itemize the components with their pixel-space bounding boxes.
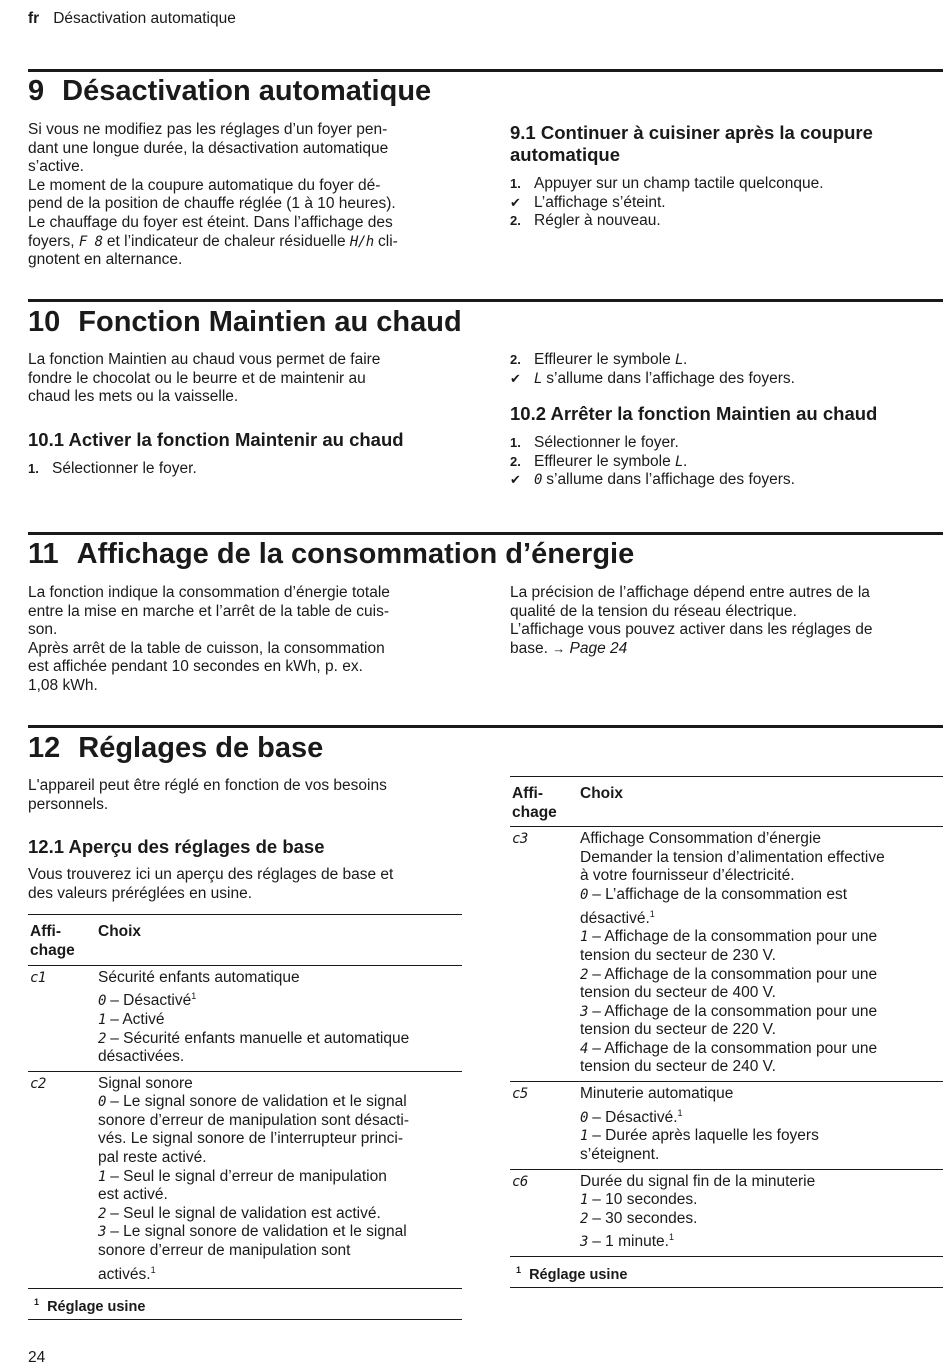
paragraph-line: foyers, F 8 et l’indicateur de chaleur résiduelle H/h cli-	[28, 232, 398, 250]
paragraph-line: qualité de la tension du réseau électrique.	[510, 602, 797, 620]
step-item: 1. Sélectionner le foyer.	[28, 459, 197, 477]
paragraph-line: Le moment de la coupure automatique du foyer dé-	[28, 176, 381, 194]
section-10-heading	[28, 305, 462, 339]
paragraph-line: La précision de l’affichage dépend entre autres de la	[510, 584, 870, 601]
page-number: 24	[28, 1349, 46, 1366]
section-9-heading	[28, 74, 431, 108]
section-10-left	[28, 351, 458, 478]
subsection-12-1-title: 12.1 Aperçu des réglages de base	[28, 836, 325, 858]
section-12-right	[510, 776, 943, 1288]
section-9-rule	[28, 69, 943, 72]
result-item: ✔ L’affichage s’éteint.	[510, 193, 666, 211]
paragraph-line: base. → Page 24	[510, 639, 628, 657]
table-row: c1 Sécurité enfants automatique 0 – Désactivé$^1$ 1 – Activé 2 – Sécurité enfants manuelle et automatique désactivées.	[28, 965, 462, 1071]
paragraph-line: L’affichage vous pouvez activer dans les réglages de	[510, 621, 873, 639]
setting-code: c5	[512, 1086, 528, 1103]
check-icon: ✔	[510, 194, 521, 210]
step-item: 2. Effleurer le symbole L.	[510, 452, 688, 470]
table-footnote: $^1$ Réglage usine	[510, 1256, 943, 1284]
subsection-9-1-title: 9.1 Continuer à cuisiner après la coupure automatique	[510, 122, 873, 165]
section-12-heading	[28, 731, 323, 765]
table-header-row: Affi- chage Choix	[28, 915, 462, 965]
column-header-choice: Choix	[96, 915, 462, 965]
result-item: ✔ L s’allume dans l’affichage des foyers.	[510, 369, 795, 387]
step-item: 1. Sélectionner le foyer.	[510, 434, 679, 452]
section-11-rule	[28, 532, 943, 535]
paragraph-line: pend de la position de chauffe réglée (1 à 10 heures).	[28, 195, 396, 213]
paragraph-line: gnotent en alternance.	[28, 251, 183, 269]
paragraph-line: L'appareil peut être réglé en fonction de vos besoins	[28, 777, 387, 794]
section-10-right	[510, 351, 930, 490]
section-title: Réglages de base	[78, 732, 324, 764]
table-row: c5 Minuterie automatique 0 – Désactivé.$^1$ 1 – Durée après laquelle les foyers s’éteignent.	[510, 1082, 943, 1170]
step-item: 2. Effleurer le symbole L.	[510, 351, 688, 368]
paragraph-line: s’active.	[28, 158, 84, 176]
table-row: c3 Affichage Consommation d’énergie Demander la tension d’alimentation effective à votre fournisseur d’électricité. 0 – L’affichage de la consommation est désactivé.$^1$ 1 – Affichage de la consommation pour une tension du secteur de 230 V. 2 – Affichage de la consommation pour une tension du secteur de 400 V. 3 – Affichage de la consommation pour une tension du secteur de 220 V. 4 – Affichage de la consommation pour une tension du secteur de 240 V.	[510, 827, 943, 1082]
settings-table-left	[28, 914, 462, 1288]
paragraph-line: dant une longue durée, la désactivation automatique	[28, 139, 389, 157]
display-symbol-l: L	[675, 352, 683, 368]
section-title: Affichage de la consommation d’énergie	[76, 538, 635, 570]
paragraph-line: Le chauffage du foyer est éteint. Dans l’affichage des	[28, 213, 393, 231]
paragraph-line: Après arrêt de la table de cuisson, la consommation	[28, 639, 385, 657]
table-row: c6 Durée du signal fin de la minuterie 1 – 10 secondes. 2 – 30 secondes. 3 – 1 minute.$^1$	[512, 1172, 816, 1251]
language-code: fr	[28, 10, 40, 27]
paragraph-line: personnels.	[28, 795, 109, 813]
paragraph-line: Vous trouverez ici un aperçu des réglages de base et	[28, 866, 394, 884]
paragraph-line: Si vous ne modifiez pas les réglages d’un foyer pen-	[28, 121, 388, 138]
setting-code: c2	[30, 1075, 46, 1092]
display-symbol-0: 0	[534, 472, 542, 489]
section-title: Fonction Maintien au chaud	[78, 306, 462, 338]
header-title: Désactivation automatique	[53, 10, 236, 27]
running-header	[28, 10, 236, 29]
section-number: 12	[28, 732, 61, 764]
subsection-10-2-title: 10.2 Arrêter la fonction Maintien au chaud	[510, 403, 878, 425]
section-11-left	[28, 584, 458, 696]
section-number: 11	[28, 538, 59, 570]
paragraph-line: chaud les mets ou la vaisselle.	[28, 388, 239, 406]
step-item: 1. Appuyer sur un champ tactile quelconque.	[510, 175, 824, 192]
paragraph-line: est affichée pendant 10 secondes en kWh, p. ex.	[28, 658, 363, 676]
paragraph-line: entre la mise en marche et l’arrêt de la table de cuis-	[28, 602, 389, 620]
section-12-rule	[28, 725, 943, 728]
settings-table-right	[510, 776, 943, 1256]
page-reference-link[interactable]: Page 24	[569, 639, 628, 657]
step-item: 2. Régler à nouveau.	[510, 212, 661, 230]
section-11-heading	[28, 537, 634, 571]
paragraph-line: fondre le chocolat ou le beurre et de maintenir au	[28, 369, 366, 387]
setting-code: c3	[512, 831, 528, 848]
display-symbol-f8: F 8	[78, 233, 103, 250]
section-9-1	[510, 122, 930, 231]
paragraph-line: des valeurs préréglées en usine.	[28, 884, 253, 902]
paragraph-line: La fonction indique la consommation d’énergie totale	[28, 584, 390, 601]
table-row: c2 Signal sonore 0 – Le signal sonore de validation et le signal sonore d’erreur de manipulation sont désacti- vés. Le signal sonore de l’interrupteur princi- pal reste activé. 1 – Seul le signal d’erreur de manipulation est activé. 2 – Seul le signal de validation est activé. 3 – Le signal sonore de validation et le signal sonore d’erreur de manipulation sont activés.$^1$	[30, 1074, 410, 1283]
paragraph-line: son.	[28, 621, 58, 639]
section-12-left	[28, 777, 462, 1320]
check-icon: ✔	[510, 472, 521, 488]
section-title: Désactivation automatique	[62, 75, 432, 107]
section-number: 9	[28, 75, 45, 107]
display-symbol-residual-heat: H/h	[349, 233, 374, 250]
section-11-right	[510, 584, 935, 658]
section-10-rule	[28, 299, 943, 302]
table-header-row: Affi- chage Choix	[510, 777, 943, 827]
paragraph-line: 1,08 kWh.	[28, 676, 98, 694]
display-symbol-l: L	[534, 370, 542, 387]
setting-code: c1	[30, 969, 46, 986]
paragraph-line: La fonction Maintien au chaud vous permet de faire	[28, 351, 381, 368]
table-footnote: $^1$ Réglage usine	[28, 1288, 462, 1316]
section-9-body	[28, 121, 458, 270]
check-icon: ✔	[510, 370, 521, 386]
setting-code: c6	[512, 1173, 528, 1190]
display-symbol-l: L	[675, 453, 683, 470]
result-item: ✔ 0 s’allume dans l’affichage des foyers.	[510, 471, 795, 489]
arrow-right-icon: →	[552, 640, 566, 656]
column-header-choice: Choix	[578, 777, 943, 827]
section-number: 10	[28, 306, 61, 338]
subsection-10-1-title: 10.1 Activer la fonction Maintenir au chaud	[28, 428, 404, 450]
